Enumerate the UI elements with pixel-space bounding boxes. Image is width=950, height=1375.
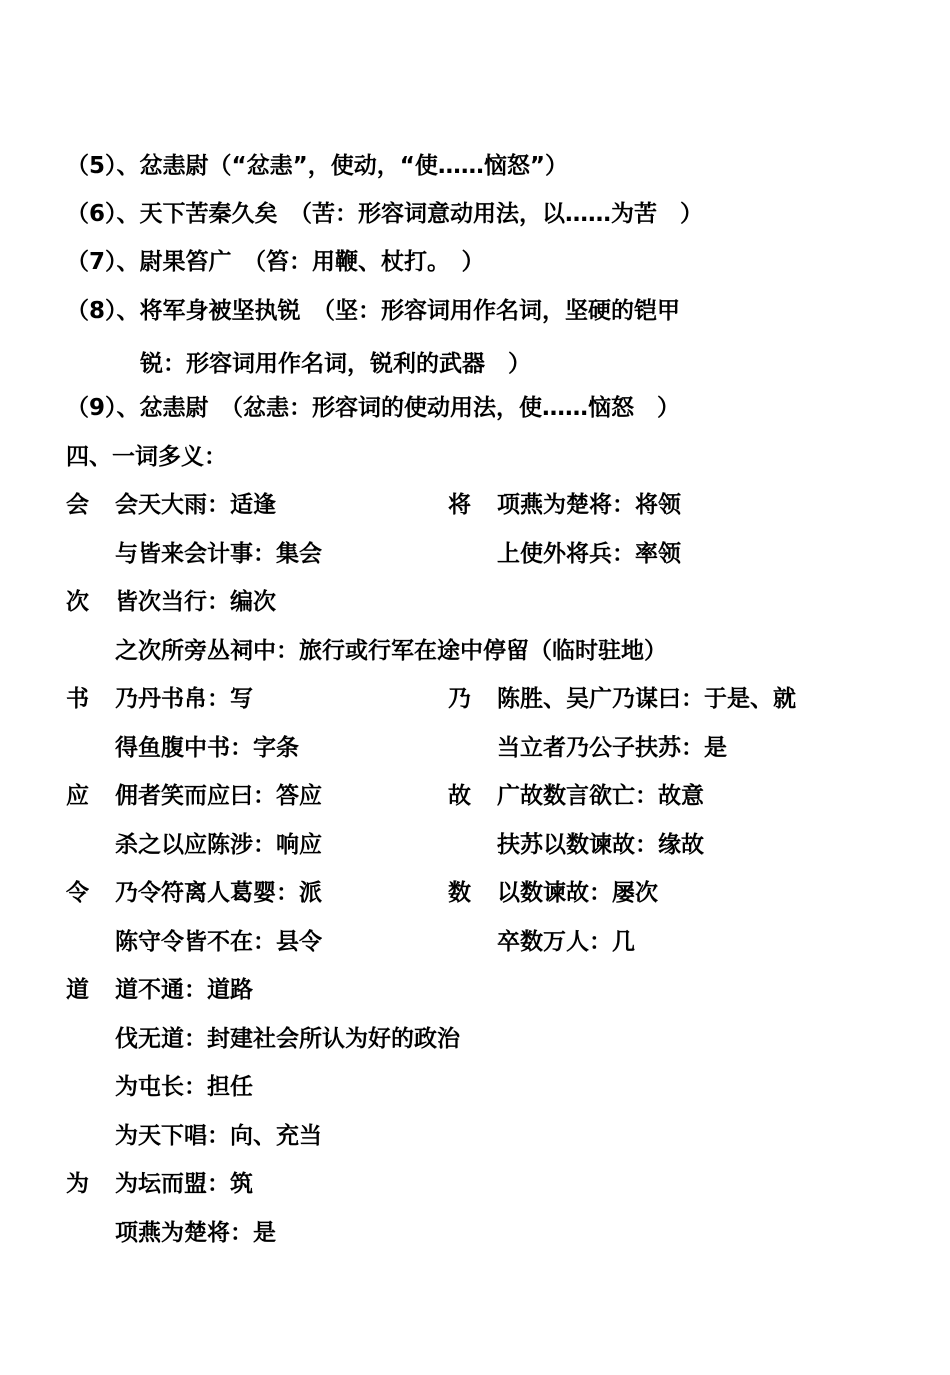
sense-nai-2: 当立者乃公子扶苏：是 [497,735,727,761]
sense-gu-1: 广故数言欲亡：故意 [497,783,704,809]
note-line-5: （5）、忿恚尉（“忿恚”，使动，“使……恼怒”） [66,153,568,179]
sense-ling-1: 乃令符离人葛婴：派 [115,880,322,906]
headword-hui: 会 [66,492,89,518]
sense-dao-2: 伐无道：封建社会所认为好的政治 [115,1026,460,1052]
sense-wei-1: 为坛而盟：筑 [115,1171,253,1197]
sense-hui-2: 与皆来会计事：集会 [115,541,322,567]
headword-nai: 乃 [448,686,471,712]
headword-shuo: 数 [448,880,471,906]
headword-ling: 令 [66,880,89,906]
sense-wei-extra-2: 为天下唱：向、充当 [115,1123,322,1149]
section-title-polysemy: 四、一词多义： [66,444,227,470]
sense-gu-2: 扶苏以数谏故：缘故 [497,832,704,858]
sense-shu-2: 得鱼腹中书：字条 [115,735,299,761]
sense-shuo-2: 卒数万人：几 [497,929,635,955]
sense-nai-1: 陈胜、吴广乃谋曰：于是、就 [497,686,796,712]
sense-dao-1: 道不通：道路 [115,977,253,1003]
sense-jiang-2: 上使外将兵：率领 [497,541,681,567]
sense-jiang-1: 项燕为楚将：将领 [497,492,681,518]
headword-dao: 道 [66,977,89,1003]
note-line-8: （8）、将军身被坚执锐 （坚：形容词用作名词，坚硬的铠甲 [66,298,681,324]
headword-ying: 应 [66,783,89,809]
note-line-7: （7）、尉果笞广 （笞：用鞭、杖打。 ） [66,249,485,275]
note-line-6: （6）、天下苦秦久矣 （苦：形容词意动用法，以……为苦 ） [66,201,704,227]
sense-hui-1: 会天大雨：适逢 [115,492,276,518]
headword-ci: 次 [66,589,89,615]
sense-ying-2: 杀之以应陈涉：响应 [115,832,322,858]
sense-wei-2: 项燕为楚将：是 [115,1220,276,1246]
headword-wei: 为 [66,1171,89,1197]
headword-gu: 故 [448,783,471,809]
sense-shu-1: 乃丹书帛：写 [115,686,253,712]
headword-shu: 书 [66,686,89,712]
sense-ling-2: 陈守令皆不在：县令 [115,929,322,955]
headword-jiang: 将 [448,492,471,518]
sense-ying-1: 佣者笑而应曰：答应 [115,783,322,809]
sense-ci-2: 之次所旁丛祠中：旅行或行军在途中停留（临时驻地） [115,638,667,664]
sense-wei-extra-1: 为屯长：担任 [115,1074,253,1100]
note-line-9: （9）、忿恚尉 （忿恚：形容词的使动用法，使……恼怒 ） [66,395,681,421]
sense-shuo-1: 以数谏故：屡次 [497,880,658,906]
note-line-8-continued: 锐：形容词用作名词，锐利的武器 ） [140,351,531,377]
sense-ci-1: 皆次当行：编次 [115,589,276,615]
